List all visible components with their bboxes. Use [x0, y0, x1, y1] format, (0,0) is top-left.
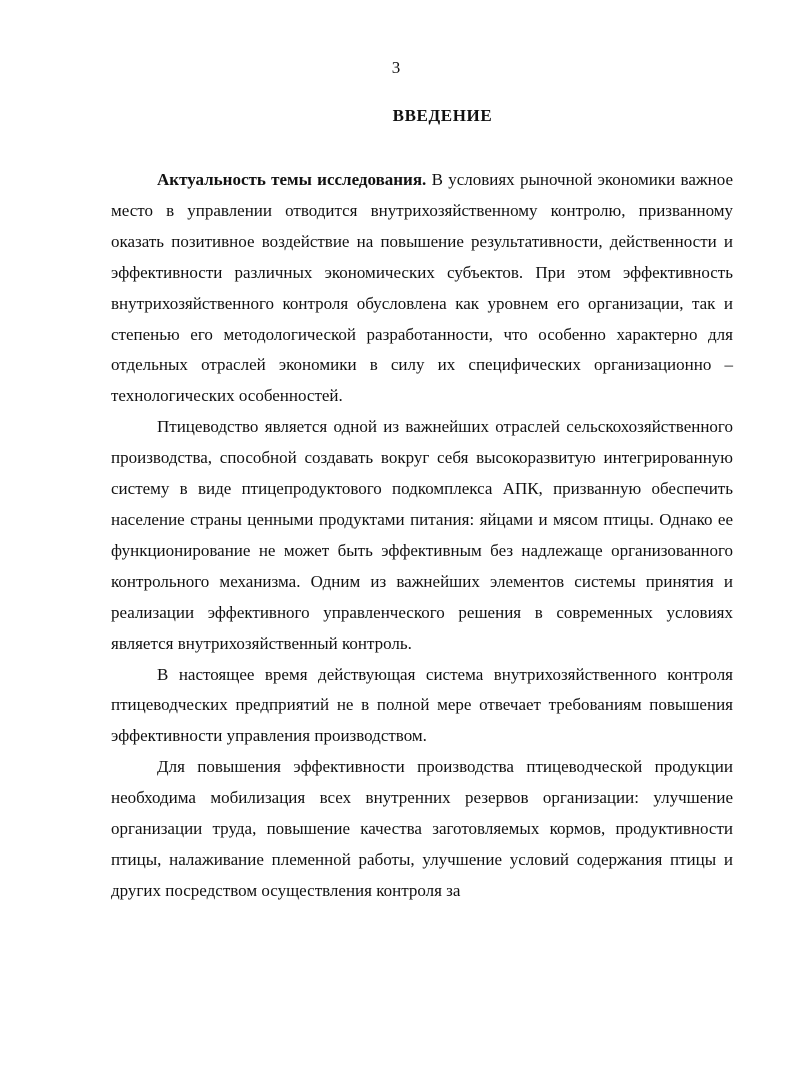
paragraph-lead-heading: Актуальность темы исследования.: [157, 170, 427, 189]
paragraph-current-system: В настоящее время действующая система внутрихозяйственного контроля птицеводческих предприятий не в полной мере отвечает требованиям повышения эффективности управления производством.: [111, 664, 733, 746]
paragraph-poultry: Птицеводство является одной из важнейших отраслей сельскохозяйственного производства, способной создавать вокруг себя высокоразвитую интегрированную систему в виде птицепродуктового подкомплекса АПК, призванную обеспечить население страны ценными продуктами питания: яйцами и мясом птицы. Однако ее функционирование не может быть эффективным без надлежаще организованного контрольного механизма. Одним из важнейших элементов системы принятия и реализации эффективного управленческого решения в современных условиях является внутрихозяйственный контроль.: [111, 417, 733, 653]
document-body: [111, 165, 733, 907]
paragraph-text: В условиях рыночной экономики важное место в управлении отводится внутрихозяйственному контролю, призванному оказать позитивное воздействие на повышение результативности, действенности и эффективности различных экономических субъектов. При этом эффективность внутрихозяйственного контроля обусловлена как уровнем его организации, так и степенью его методологической разработанности, что особенно характерно для отдельных отраслей экономики в силу их специфических организационно – технологических особенностей.: [111, 170, 733, 406]
paragraph-efficiency: Для повышения эффективности производства птицеводческой продукции необходима мобилизация всех внутренних резервов организации: улучшение организации труда, повышение качества заготовляемых кормов, продуктивности птицы, налаживание племенной работы, улучшение условий содержания птицы и других посредством осуществления контроля за: [111, 757, 733, 900]
page-title: ВВЕДЕНИЕ: [392, 106, 493, 125]
page-number: 3: [391, 58, 401, 77]
paragraph-relevance: [111, 165, 733, 412]
